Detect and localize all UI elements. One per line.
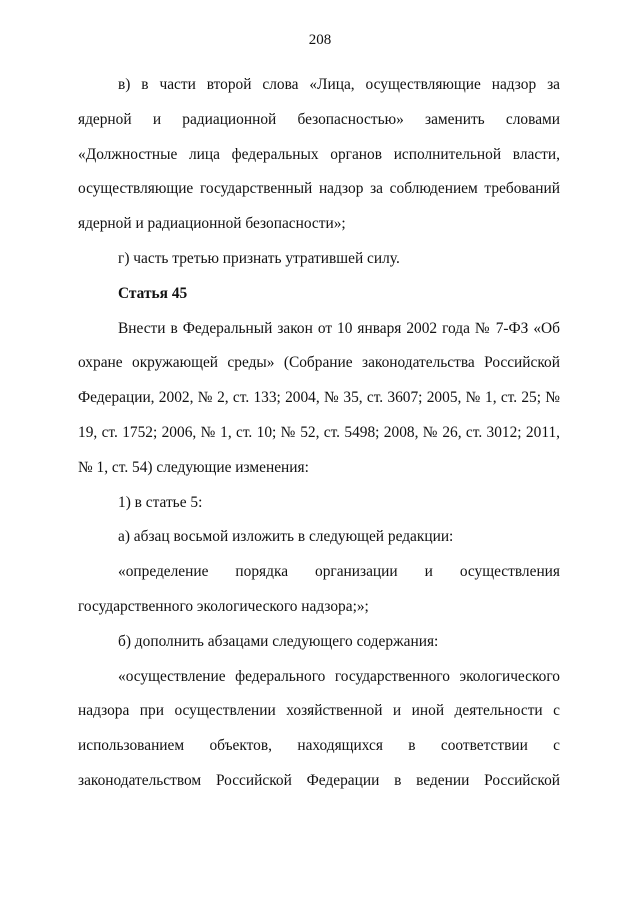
paragraph-point-1: 1) в статье 5: xyxy=(118,493,203,511)
paragraph-amendment-intro: Внести в Федеральный закон от 10 января 2002 года № 7-ФЗ «Об охране окружающей среды» (Собрание законодательства Российской Федерации, 2002, № 2, ст. 133; 2004, № 35, ст. 3607; 2005, № 1, ст. 25; № 19, ст. 1752; 2006, № 1, ст. 10; № 52, ст. 5498; 2008, № 26, ст. 3012; 2011, № 1, ст. 54) следующие изменения: xyxy=(78,319,560,476)
article-heading: Статья 45 xyxy=(118,284,188,302)
paragraph-item-g: г) часть третью признать утратившей силу. xyxy=(118,249,400,267)
paragraph-subpoint-a: а) абзац восьмой изложить в следующей редакции: xyxy=(118,528,454,546)
paragraph-quoted-definition: «определение порядка организации и осуществления государственного экологического надзора;»; xyxy=(78,563,560,615)
paragraph-quoted-continuation: «осуществление федерального государственного экологического надзора при осуществлении хозяйственной и иной деятельности с использованием объектов, находящихся в соответствии с законодательством Российской Федерации в ведении Российской xyxy=(78,667,560,789)
paragraph-subpoint-b: б) дополнить абзацами следующего содержания: xyxy=(118,632,439,650)
page-number: 208 xyxy=(308,32,332,48)
paragraph-item-v: в) в части второй слова «Лица, осуществляющие надзор за ядерной и радиационной безопасностью» заменить словами «Должностные лица федеральных органов исполнительной власти, осуществляющие государственный надзор за соблюдением требований ядерной и радиационной безопасности»; xyxy=(78,76,560,233)
document-body xyxy=(78,68,560,799)
